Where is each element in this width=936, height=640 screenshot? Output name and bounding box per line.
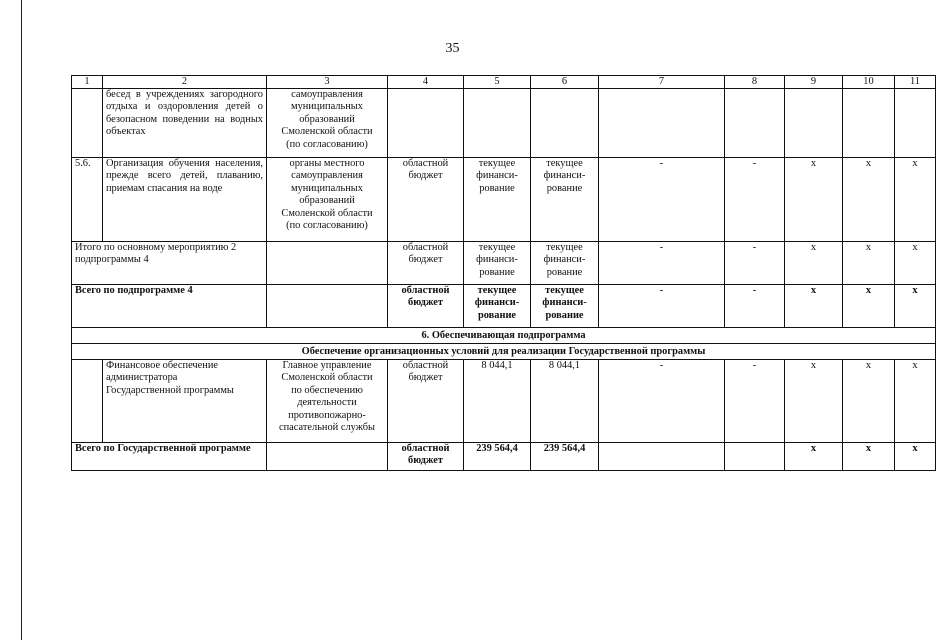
value-col5: текущее финанси- рование [464, 158, 531, 242]
header-cell: 8 [725, 76, 785, 89]
row-number: 5.6. [72, 158, 103, 242]
executor: Главное управление Смоленской области по обеспечению деятельности противопожарно- спасательной службы [267, 360, 388, 443]
funding-source: областной бюджет [388, 360, 464, 443]
value-col6: 8 044,1 [531, 360, 599, 443]
value-col6: 239 564,4 [531, 443, 599, 471]
value-col9: х [785, 158, 843, 242]
header-cell: 10 [843, 76, 895, 89]
header-cell: 2 [103, 76, 267, 89]
section-title-row [72, 328, 936, 344]
measure-name: Финансовое обеспечение администратора Государственной программы [103, 360, 267, 443]
funding-source: областной бюджет [388, 285, 464, 328]
table-row-vsego-subprogram [72, 285, 936, 328]
value-col5: 239 564,4 [464, 443, 531, 471]
executor: органы местного самоуправления муниципальных образований Смоленской области (по согласованию) [267, 158, 388, 242]
value-col5: 8 044,1 [464, 360, 531, 443]
table-row-itogo [72, 242, 936, 285]
value-col11: х [895, 443, 936, 471]
value-col7: - [599, 158, 725, 242]
header-cell: 9 [785, 76, 843, 89]
page-number: 35 [445, 41, 460, 56]
program-table [71, 75, 936, 471]
value-col8: - [725, 158, 785, 242]
table-row-5-6 [72, 158, 936, 242]
funding-source: областной бюджет [388, 242, 464, 285]
value-col7: - [599, 285, 725, 328]
section-subtitle-row [72, 344, 936, 360]
header-cell: 7 [599, 76, 725, 89]
value-col11: х [895, 360, 936, 443]
funding-source: областной бюджет [388, 158, 464, 242]
row-label: Всего по Государственной программе [72, 443, 267, 471]
header-cell: 1 [72, 76, 103, 89]
value-col11: х [895, 158, 936, 242]
section-title: 6. Обеспечивающая подпрограмма [72, 328, 936, 344]
page-margin-line [21, 0, 22, 640]
value-col11: х [895, 285, 936, 328]
header-cell: 4 [388, 76, 464, 89]
value-col6: текущее финанси- рование [531, 285, 599, 328]
measure-name: Организация обучения населения, прежде всего детей, плаванию, приемам спасания на воде [103, 158, 267, 242]
value-col9: х [785, 360, 843, 443]
header-cell: 3 [267, 76, 388, 89]
funding-source: областной бюджет [388, 443, 464, 471]
executor: самоуправления муниципальных образований Смоленской области (по согласованию) [267, 89, 388, 158]
header-cell: 11 [895, 76, 936, 89]
header-cell: 6 [531, 76, 599, 89]
value-col7: - [599, 242, 725, 285]
value-col10: х [843, 443, 895, 471]
value-col9: х [785, 285, 843, 328]
value-col10: х [843, 158, 895, 242]
table-header-row [72, 76, 936, 89]
value-col8 [725, 443, 785, 471]
value-col10: х [843, 242, 895, 285]
table-row-total [72, 443, 936, 471]
value-col6: текущее финанси- рование [531, 158, 599, 242]
value-col5: текущее финанси- рование [464, 285, 531, 328]
measure-name: бесед в учреждениях загородного отдыха и оздоровления детей о безопасном поведении на водных объектах [103, 89, 267, 158]
row-label: Итого по основному мероприятию 2 подпрограммы 4 [72, 242, 267, 285]
table-row-financing [72, 360, 936, 443]
value-col7 [599, 443, 725, 471]
value-col6: текущее финанси- рование [531, 242, 599, 285]
section-subtitle: Обеспечение организационных условий для реализации Государственной программы [72, 344, 936, 360]
value-col9: х [785, 242, 843, 285]
value-col7: - [599, 360, 725, 443]
value-col10: х [843, 360, 895, 443]
value-col8: - [725, 242, 785, 285]
row-label: Всего по подпрограмме 4 [72, 285, 267, 328]
value-col10: х [843, 285, 895, 328]
table-row-continued [72, 89, 936, 158]
value-col5: текущее финанси- рование [464, 242, 531, 285]
value-col8: - [725, 360, 785, 443]
header-cell: 5 [464, 76, 531, 89]
value-col8: - [725, 285, 785, 328]
value-col11: х [895, 242, 936, 285]
value-col9: х [785, 443, 843, 471]
